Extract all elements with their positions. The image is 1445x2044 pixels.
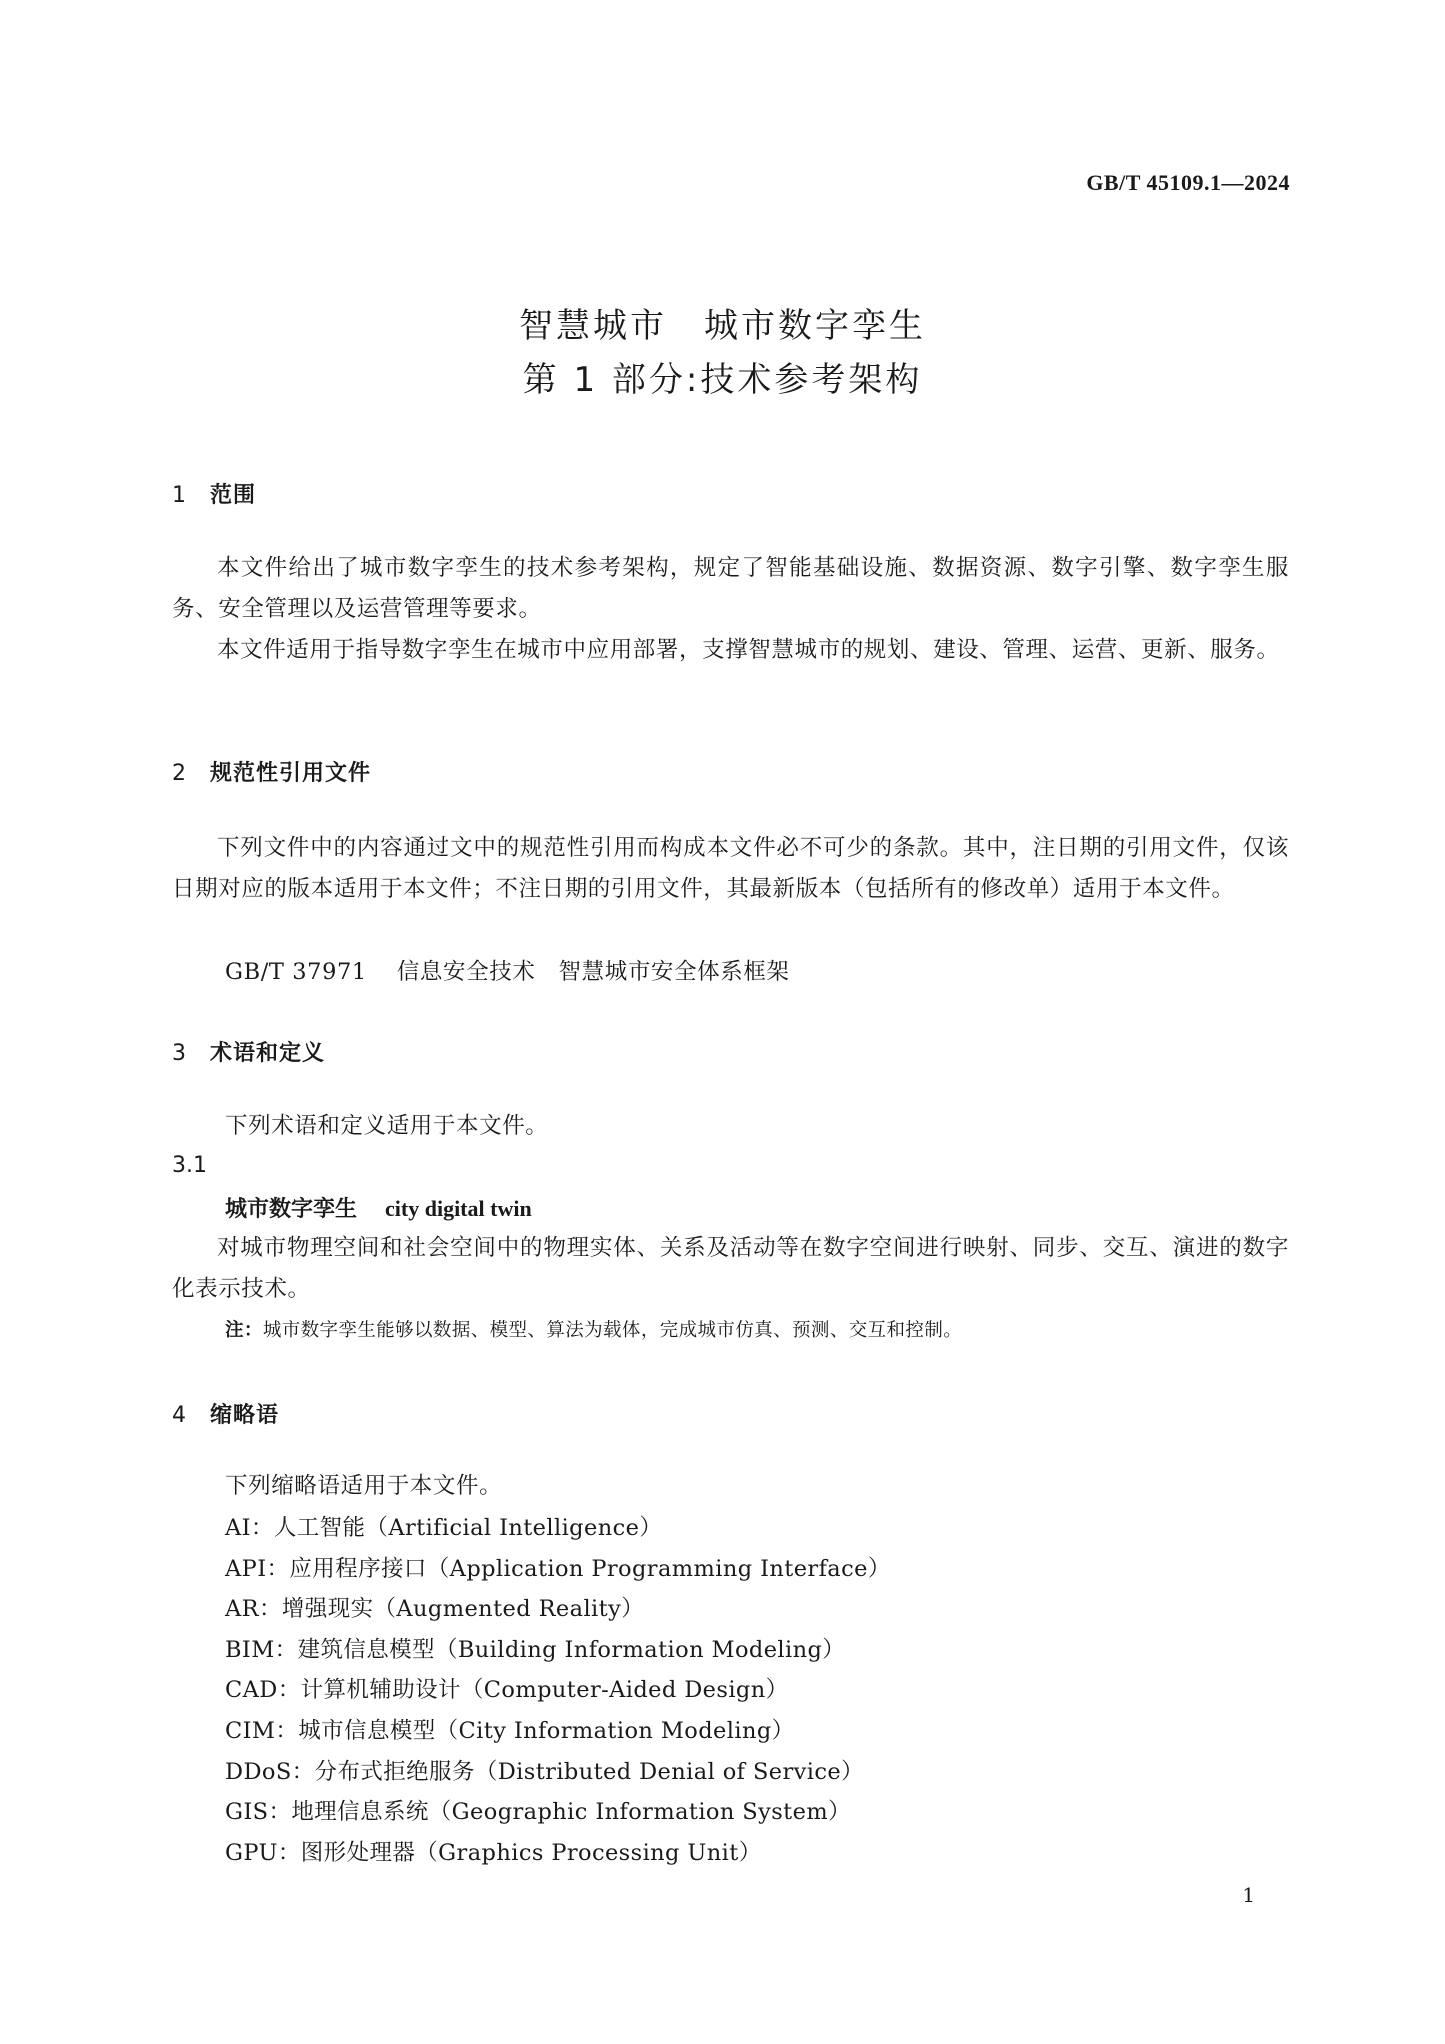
section-number: 2: [172, 761, 187, 786]
reference-code: GB/T 37971: [225, 959, 367, 985]
term-entry: [225, 1192, 532, 1223]
term-definition: 对城市物理空间和社会空间中的物理实体、关系及活动等在数字空间进行映射、同步、交互、演进的数字化表示技术。: [172, 1235, 1289, 1302]
section-number: 3: [172, 1041, 187, 1066]
scope-paragraph-2: 本文件适用于指导数字孪生在城市中应用部署，支撑智慧城市的规划、建设、管理、运营、更新、服务。: [217, 637, 1280, 663]
section-title: 规范性引用文件: [210, 761, 372, 786]
reference-title: 信息安全技术 智慧城市安全体系框架: [396, 959, 790, 985]
term-note: [225, 1316, 962, 1342]
standard-code: GB/T 45109.1—2024: [1086, 170, 1290, 195]
term-english: city digital twin: [385, 1196, 532, 1221]
abbreviation-item: AR：增强现实（Augmented Reality）: [225, 1596, 645, 1623]
note-text: 城市数字孪生能够以数据、模型、算法为载体，完成城市仿真、预测、交互和控制。: [262, 1320, 963, 1341]
section-title: 范围: [210, 483, 257, 508]
section-heading-scope: [172, 478, 256, 509]
scope-paragraph-1: 本文件给出了城市数字孪生的技术参考架构，规定了智能基础设施、数据资源、数字引擎、数字孪生服务、安全管理以及运营管理等要求。: [172, 555, 1289, 622]
abbreviation-item: API：应用程序接口（Application Programming Interface）: [225, 1555, 891, 1582]
abbreviation-item: CIM：城市信息模型（City Information Modeling）: [225, 1717, 795, 1744]
normative-refs-intro: 下列文件中的内容通过文中的规范性引用而构成本文件必不可少的条款。其中，注日期的引用文件，仅该日期对应的版本适用于本文件；不注日期的引用文件，其最新版本（包括所有的修改单）适用于本文件。: [172, 835, 1289, 902]
abbreviations-intro: 下列缩略语适用于本文件。: [225, 1473, 503, 1499]
section-number: 4: [172, 1403, 187, 1428]
section-title: 术语和定义: [210, 1041, 326, 1066]
abbreviation-list: [225, 1508, 891, 1873]
note-label: 注：: [225, 1320, 263, 1341]
section-title: 缩略语: [210, 1403, 280, 1428]
term-number: 3.1: [172, 1153, 207, 1178]
section-heading-normative-refs: [172, 756, 371, 787]
abbreviation-item: GPU：图形处理器（Graphics Processing Unit）: [225, 1839, 762, 1866]
page-number: 1: [1242, 1883, 1255, 1907]
reference-entry: [225, 954, 790, 986]
document-title-line2: 第 1 部分:技术参考架构: [522, 360, 923, 400]
section-number: 1: [172, 483, 187, 508]
document-title-line1: 智慧城市 城市数字孪生: [519, 306, 926, 346]
abbreviation-item: AI：人工智能（Artificial Intelligence）: [225, 1515, 663, 1541]
abbreviation-item: CAD：计算机辅助设计（Computer-Aided Design）: [225, 1677, 789, 1704]
term-chinese: 城市数字孪生: [225, 1197, 358, 1222]
terms-intro: 下列术语和定义适用于本文件。: [225, 1113, 549, 1139]
section-heading-abbreviations: [172, 1398, 279, 1429]
abbreviation-item: GIS：地理信息系统（Geographic Information System）: [225, 1799, 851, 1826]
abbreviation-item: DDoS：分布式拒绝服务（Distributed Denial of Service）: [225, 1758, 864, 1785]
section-heading-terms: [172, 1036, 325, 1067]
abbreviation-item: BIM：建筑信息模型（Building Information Modeling）: [225, 1636, 846, 1663]
